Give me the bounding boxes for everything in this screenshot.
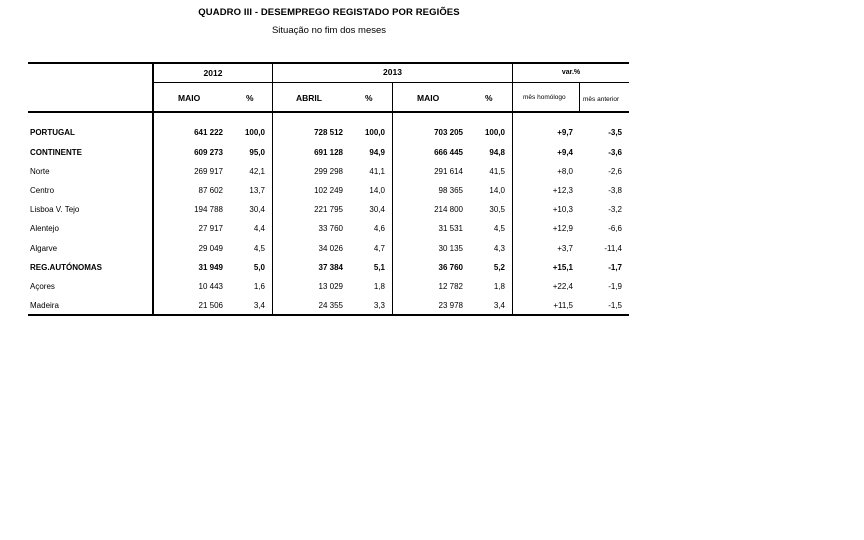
cell-abril-2013: 34 026 <box>318 244 343 253</box>
cell-mes-anterior: -3,8 <box>608 186 622 195</box>
cell-mes-homologo: +11,5 <box>553 301 573 310</box>
cell-pct-maio: 1,8 <box>493 282 505 291</box>
cell-mes-anterior: -1,7 <box>608 263 622 272</box>
cell-pct-2012: 42,1 <box>249 167 265 176</box>
row-label: Centro <box>30 186 55 195</box>
cell-mes-homologo: +10,3 <box>552 205 573 214</box>
cell-abril-2013: 37 384 <box>318 263 343 272</box>
col-mes-homologo-header: mês homólogo <box>523 94 566 101</box>
cell-abril-2013: 33 760 <box>318 224 343 233</box>
cell-maio-2012: 10 443 <box>198 282 223 291</box>
col-mes-anterior-header: mês anterior <box>583 96 620 103</box>
cell-pct-maio: 94,8 <box>489 148 505 157</box>
cell-pct-abril: 30,4 <box>369 205 385 214</box>
col-divider-var <box>579 82 580 113</box>
col-pct-maio-header: % <box>485 93 493 103</box>
cell-mes-homologo: +12,9 <box>552 224 573 233</box>
cell-maio-2012: 641 222 <box>194 128 223 137</box>
cell-pct-2012: 1,6 <box>253 282 265 291</box>
cell-pct-abril: 3,3 <box>373 301 385 310</box>
cell-abril-2013: 24 355 <box>318 301 343 310</box>
cell-maio-2013: 23 978 <box>438 301 463 310</box>
cell-maio-2012: 87 602 <box>198 186 223 195</box>
cell-pct-abril: 94,9 <box>369 148 385 157</box>
cell-pct-2012: 30,4 <box>249 205 265 214</box>
cell-abril-2013: 13 029 <box>318 282 343 291</box>
cell-mes-anterior: -3,2 <box>608 205 622 214</box>
cell-mes-anterior: -3,5 <box>608 128 622 137</box>
cell-mes-homologo: +3,7 <box>557 244 573 253</box>
row-label: Lisboa V. Tejo <box>30 205 80 214</box>
col-pct-abril-header: % <box>365 93 373 103</box>
cell-pct-maio: 3,4 <box>493 301 505 310</box>
year-2013-header: 2013 <box>383 67 402 77</box>
header-bottom-rule <box>28 111 629 113</box>
col-divider-abril <box>392 82 393 316</box>
cell-pct-maio: 41,5 <box>489 167 505 176</box>
cell-maio-2013: 31 531 <box>438 224 463 233</box>
cell-pct-abril: 14,0 <box>369 186 385 195</box>
cell-maio-2013: 214 800 <box>434 205 463 214</box>
cell-pct-maio: 14,0 <box>489 186 505 195</box>
cell-pct-abril: 100,0 <box>364 128 385 137</box>
var-header: var.% <box>561 69 581 76</box>
cell-mes-anterior: -2,6 <box>608 167 622 176</box>
cell-pct-2012: 4,5 <box>253 244 265 253</box>
cell-mes-homologo: +12,3 <box>552 186 573 195</box>
cell-maio-2012: 269 917 <box>194 167 223 176</box>
cell-maio-2013: 703 205 <box>434 128 463 137</box>
cell-mes-anterior: -11,4 <box>604 244 622 253</box>
cell-maio-2012: 29 049 <box>198 244 223 253</box>
cell-pct-2012: 95,0 <box>249 148 265 157</box>
cell-mes-anterior: -3,6 <box>608 148 622 157</box>
cell-mes-homologo: +15,1 <box>552 263 573 272</box>
cell-maio-2013: 36 760 <box>438 263 463 272</box>
cell-pct-maio: 4,3 <box>493 244 505 253</box>
cell-maio-2013: 12 782 <box>438 282 463 291</box>
row-label: Açores <box>30 282 55 291</box>
cell-pct-2012: 5,0 <box>253 263 265 272</box>
row-label: Norte <box>30 167 50 176</box>
year-2012-header: 2012 <box>203 68 223 78</box>
cell-abril-2013: 102 249 <box>314 186 343 195</box>
cell-mes-anterior: -1,9 <box>608 282 622 291</box>
cell-mes-homologo: +9,4 <box>557 148 573 157</box>
cell-maio-2012: 194 788 <box>194 205 223 214</box>
year-header-rule <box>153 82 629 83</box>
cell-maio-2012: 31 949 <box>198 263 223 272</box>
col-maio-2012-header: MAIO <box>178 93 201 103</box>
cell-maio-2013: 98 365 <box>438 186 463 195</box>
cell-pct-maio: 30,5 <box>489 205 505 214</box>
cell-mes-anterior: -1,5 <box>608 301 622 310</box>
cell-abril-2013: 299 298 <box>314 167 343 176</box>
cell-maio-2012: 21 506 <box>198 301 223 310</box>
cell-pct-maio: 4,5 <box>493 224 505 233</box>
cell-abril-2013: 728 512 <box>314 128 343 137</box>
cell-pct-2012: 13,7 <box>249 186 265 195</box>
row-label: REG.AUTÓNOMAS <box>30 263 102 272</box>
cell-mes-homologo: +22,4 <box>552 282 573 291</box>
table-subtitle: Situação no fim dos meses <box>271 25 387 36</box>
row-label: PORTUGAL <box>30 128 75 137</box>
bottom-rule <box>28 314 629 316</box>
col-pct-2012-header: % <box>246 93 254 103</box>
cell-maio-2013: 30 135 <box>438 244 463 253</box>
cell-pct-2012: 4,4 <box>253 224 265 233</box>
cell-maio-2013: 291 614 <box>434 167 463 176</box>
col-abril-2013-header: ABRIL <box>296 93 322 103</box>
cell-mes-homologo: +9,7 <box>557 128 573 137</box>
cell-pct-abril: 1,8 <box>373 282 385 291</box>
cell-pct-abril: 4,7 <box>373 244 385 253</box>
col-maio-2013-header: MAIO <box>417 93 440 103</box>
cell-abril-2013: 221 795 <box>314 205 343 214</box>
cell-pct-abril: 41,1 <box>369 167 385 176</box>
cell-maio-2012: 27 917 <box>198 224 223 233</box>
cell-abril-2013: 691 128 <box>314 148 343 157</box>
cell-pct-maio: 100,0 <box>484 128 505 137</box>
unemployment-table <box>28 62 629 316</box>
cell-pct-abril: 5,1 <box>373 263 385 272</box>
cell-maio-2012: 609 273 <box>194 148 223 157</box>
row-label: Madeira <box>30 301 59 310</box>
top-rule <box>28 62 629 64</box>
cell-mes-anterior: -6,6 <box>608 224 622 233</box>
cell-mes-homologo: +8,0 <box>557 167 573 176</box>
cell-pct-2012: 100,0 <box>244 128 265 137</box>
row-label: Alentejo <box>30 224 59 233</box>
cell-maio-2013: 666 445 <box>434 148 463 157</box>
cell-pct-maio: 5,2 <box>493 263 505 272</box>
cell-pct-abril: 4,6 <box>373 224 385 233</box>
row-label: Algarve <box>30 244 58 253</box>
row-label: CONTINENTE <box>30 148 82 157</box>
table-title: QUADRO III - DESEMPREGO REGISTADO POR REGIÕES <box>198 7 460 18</box>
cell-pct-2012: 3,4 <box>253 301 265 310</box>
